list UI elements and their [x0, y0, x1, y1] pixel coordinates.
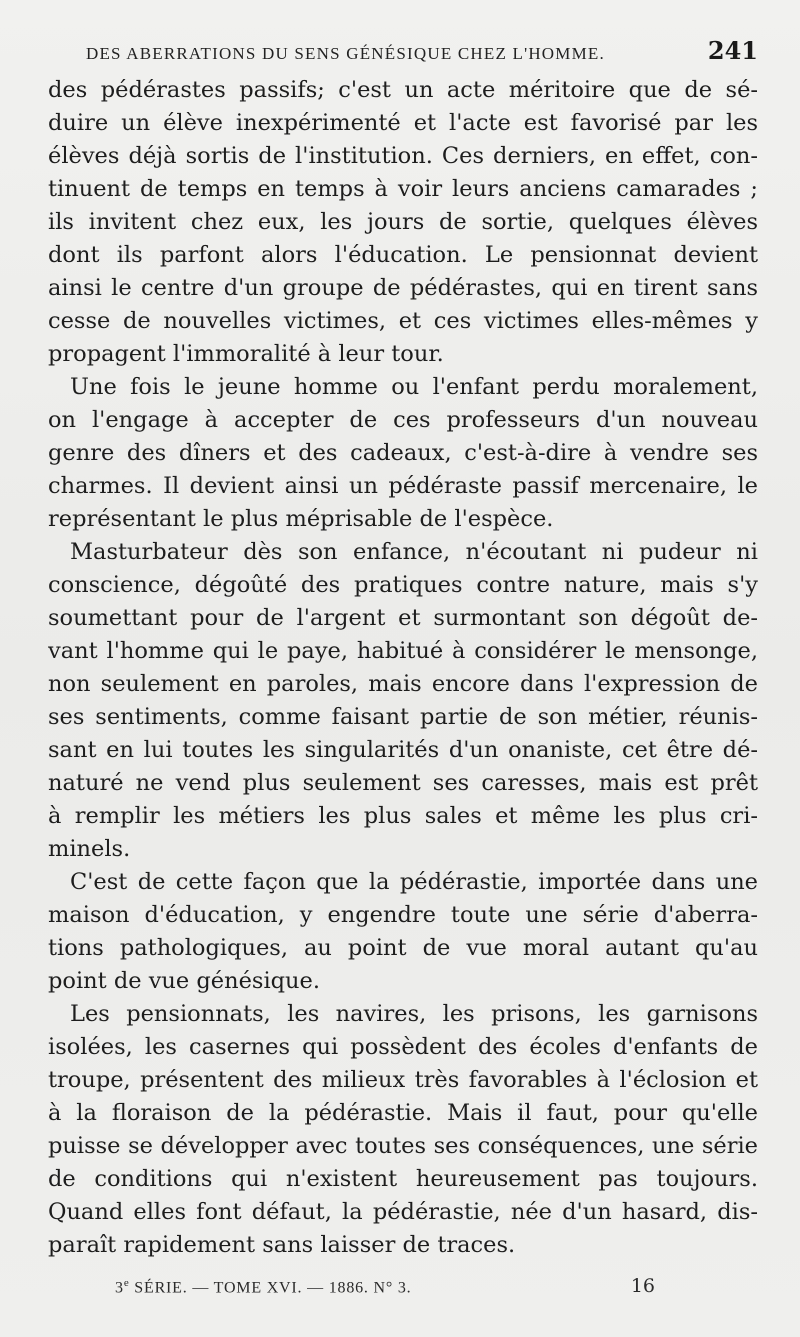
text-line: dont ils parfont alors l'éducation. Le pensionnat devient — [48, 242, 758, 268]
text-line: des pédérastes passifs; c'est un acte méritoire que de sé- — [48, 77, 758, 103]
text-line: naturé ne vend plus seulement ses caresses, mais est prêt — [48, 770, 758, 796]
text-line: propagent l'immoralité à leur tour. — [48, 341, 444, 367]
signature-mark: 16 — [630, 1275, 655, 1297]
text-line: élèves déjà sortis de l'institution. Ces derniers, en effet, con- — [48, 143, 758, 169]
text-line: puisse se développer avec toutes ses conséquences, une série — [48, 1133, 758, 1159]
text-line: Une fois le jeune homme ou l'enfant perdu moralement, — [70, 374, 758, 400]
text-line: isolées, les casernes qui possèdent des écoles d'enfants de — [48, 1034, 758, 1060]
text-line: cesse de nouvelles victimes, et ces victimes elles-mêmes y — [48, 308, 758, 334]
text-line: Les pensionnats, les navires, les prisons, les garnisons — [70, 1001, 758, 1027]
text-line: ils invitent chez eux, les jours de sortie, quelques élèves — [48, 209, 758, 235]
body-text — [48, 74, 758, 1262]
text-line: maison d'éducation, y engendre toute une série d'aberra- — [48, 902, 758, 928]
text-line: Quand elles font défaut, la pédérastie, née d'un hasard, dis- — [48, 1199, 758, 1225]
text-line: genre des dîners et des cadeaux, c'est-à-dire à vendre ses — [48, 440, 758, 466]
text-line: paraît rapidement sans laisser de traces. — [48, 1232, 516, 1258]
running-header — [86, 36, 758, 72]
text-line: charmes. Il devient ainsi un pédéraste passif mercenaire, le — [48, 473, 758, 499]
text-line: duire un élève inexpérimenté et l'acte est favorisé par les — [48, 110, 758, 136]
series-info: 3e SÉRIE. — TOME XVI. — 1886. N° 3. — [115, 1277, 412, 1297]
text-line: C'est de cette façon que la pédérastie, importée dans une — [70, 869, 758, 895]
text-line: troupe, présentent des milieux très favorables à l'éclosion et — [48, 1067, 758, 1093]
text-line: ses sentiments, comme faisant partie de son métier, réunis- — [48, 704, 758, 730]
text-line: non seulement en paroles, mais encore dans l'expression de — [48, 671, 758, 697]
page-footer — [115, 1277, 655, 1305]
text-line: de conditions qui n'existent heureusement pas toujours. — [48, 1166, 758, 1192]
text-line: conscience, dégoûté des pratiques contre nature, mais s'y — [48, 572, 758, 598]
page-number: 241 — [707, 36, 758, 65]
text-line: sant en lui toutes les singularités d'un onaniste, cet être dé- — [48, 737, 758, 763]
text-line: ainsi le centre d'un groupe de pédérastes, qui en tirent sans — [48, 275, 758, 301]
text-line: on l'engage à accepter de ces professeurs d'un nouveau — [48, 407, 758, 433]
text-line: à la floraison de la pédérastie. Mais il faut, pour qu'elle — [48, 1100, 758, 1126]
text-line: représentant le plus méprisable de l'espèce. — [48, 506, 554, 532]
text-line: vant l'homme qui le paye, habitué à considérer le mensonge, — [48, 638, 758, 664]
text-line: minels. — [48, 836, 131, 862]
running-title: DES ABERRATIONS DU SENS GÉNÉSIQUE CHEZ L'HOMME. — [86, 44, 605, 63]
text-line: à remplir les métiers les plus sales et même les plus cri- — [48, 803, 758, 829]
text-line: soumettant pour de l'argent et surmontant son dégoût de- — [48, 605, 758, 631]
text-line: tinuent de temps en temps à voir leurs anciens camarades ; — [48, 176, 758, 202]
text-line: point de vue génésique. — [48, 968, 320, 994]
text-line: tions pathologiques, au point de vue moral autant qu'au — [48, 935, 758, 961]
text-line: Masturbateur dès son enfance, n'écoutant ni pudeur ni — [70, 539, 758, 565]
